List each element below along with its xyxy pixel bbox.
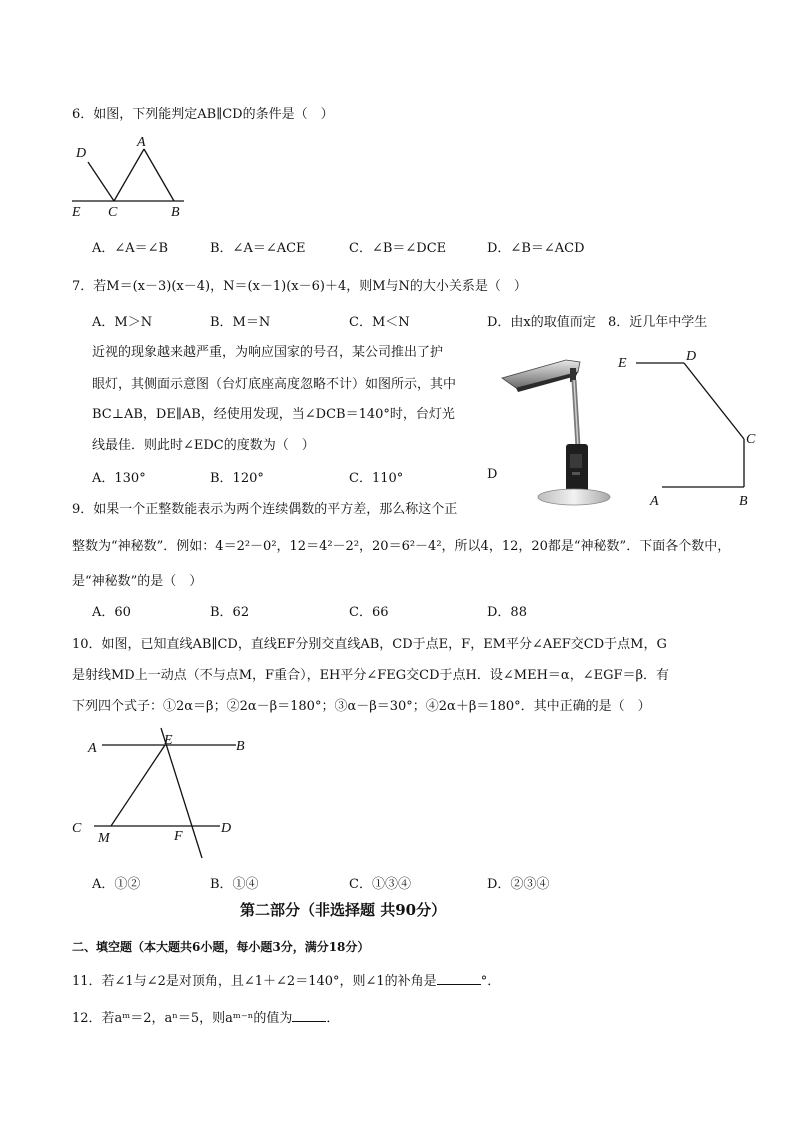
q8-line-5: 线最佳．则此时∠EDC的度数为（ ） — [92, 438, 315, 453]
q8-label-c: C — [746, 432, 756, 447]
q8-label-a: A — [650, 494, 659, 509]
q8-line-3: 眼灯，其侧面示意图（台灯底座高度忽略不计）如图所示，其中 — [92, 377, 457, 392]
q8-option-b[interactable]: B．120° — [210, 471, 264, 486]
q10-label-e: E — [164, 733, 173, 748]
q9-line-1: 9．如果一个正整数能表示为两个连续偶数的平方差，那么称这个正 — [72, 502, 458, 517]
q7-option-a[interactable]: A．M＞N — [92, 315, 153, 330]
q6-label-c: C — [108, 205, 118, 220]
part2-title: 第二部分（非选择题 共90分） — [240, 901, 447, 919]
q10-option-b[interactable]: B．①④ — [210, 877, 259, 892]
q8-line-4: BC⊥AB，DE∥AB，经使用发现，当∠DCB＝140°时，台灯光 — [92, 407, 455, 422]
q6-option-c[interactable]: C．∠B＝∠DCE — [349, 241, 447, 256]
q7-option-d[interactable]: D．由x的取值而定 — [487, 315, 596, 330]
q6-option-a[interactable]: A．∠A＝∠B — [92, 241, 169, 256]
q11-answer-blank[interactable] — [437, 984, 481, 985]
q7-stem: 7．若M＝(x－3)(x－4)，N＝(x－1)(x－6)＋4，则M与N的大小关系是（ ） — [72, 279, 527, 294]
q6-label-e: E — [72, 205, 81, 220]
q8-option-a[interactable]: A．130° — [92, 471, 146, 486]
desk-lamp-image — [496, 352, 616, 512]
q9-option-b[interactable]: B．62 — [210, 605, 250, 620]
q6-figure — [68, 132, 198, 222]
q6-label-d: D — [76, 146, 87, 161]
q9-line-2: 整数为“神秘数”．例如：4＝2²－0²，12＝4²－2²，20＝6²－4²，所以4，12，20都是“神秘数”．下面各个数中， — [72, 539, 731, 554]
q10-figure — [68, 724, 248, 864]
q11-before: 11．若∠1与∠2是对顶角，且∠1＋∠2＝140°，则∠1的补角是 — [72, 974, 437, 989]
q9-option-a[interactable]: A．60 — [92, 605, 131, 620]
q8-line-2: 近视的现象越来越严重，为响应国家的号召，某公司推出了护 — [92, 345, 444, 360]
q8-label-b: B — [739, 494, 748, 509]
q10-label-d: D — [221, 821, 232, 836]
q8-option-c[interactable]: C．110° — [349, 471, 404, 486]
q8-label-d: D — [686, 349, 697, 364]
q12-text — [72, 1007, 339, 1026]
q8-line-1: 8．近几年中学生 — [608, 315, 708, 330]
q10-label-m: M — [98, 831, 110, 846]
q11-text — [72, 970, 500, 989]
q9-option-d[interactable]: D．88 — [487, 605, 527, 620]
q10-line-3: 下列四个式子：①2α＝β；②2α－β＝180°；③α－β＝30°；④2α＋β＝180°．其中正确的是（ ） — [72, 699, 651, 714]
q7-option-b[interactable]: B．M＝N — [210, 315, 271, 330]
q12-before: 12．若aᵐ＝2，aⁿ＝5，则aᵐ⁻ⁿ的值为 — [72, 1011, 293, 1026]
q6-label-a: A — [137, 135, 146, 150]
q10-option-c[interactable]: C．①③④ — [349, 877, 411, 892]
q9-line-3: 是“神秘数”的是（ ） — [72, 574, 203, 589]
q8-option-d[interactable]: D — [487, 467, 498, 482]
q10-option-d[interactable]: D．②③④ — [487, 877, 550, 892]
q6-stem: 6．如图，下列能判定AB∥CD的条件是（ ） — [72, 107, 334, 122]
q10-label-c: C — [72, 821, 82, 836]
q6-option-b[interactable]: B．∠A＝∠ACE — [210, 241, 306, 256]
q12-answer-blank[interactable] — [292, 1021, 326, 1022]
q9-option-c[interactable]: C．66 — [349, 605, 389, 620]
q8-figure — [612, 345, 772, 510]
q12-after: ． — [326, 1011, 340, 1026]
section-heading-fill-in: 二、填空题（本大题共6小题，每小题3分，满分18分） — [72, 940, 370, 954]
q10-option-a[interactable]: A．①② — [92, 877, 141, 892]
q10-line-2: 是射线MD上一动点（不与点M，F重合），EH平分∠FEG交CD于点H．设∠MEH＝α，∠EGF＝β．有 — [72, 668, 669, 683]
q10-label-a: A — [88, 741, 97, 756]
q7-option-c[interactable]: C．M＜N — [349, 315, 410, 330]
q10-line-1: 10．如图，已知直线AB∥CD，直线EF分别交直线AB，CD于点E，F，EM平分∠AEF交CD于点M，G — [72, 637, 667, 652]
q11-after: °． — [480, 974, 501, 989]
q8-label-e: E — [618, 356, 627, 371]
q10-label-b: B — [236, 739, 245, 754]
q6-label-b: B — [171, 205, 180, 220]
q6-option-d[interactable]: D．∠B＝∠ACD — [487, 241, 585, 256]
q10-label-f: F — [174, 829, 183, 844]
